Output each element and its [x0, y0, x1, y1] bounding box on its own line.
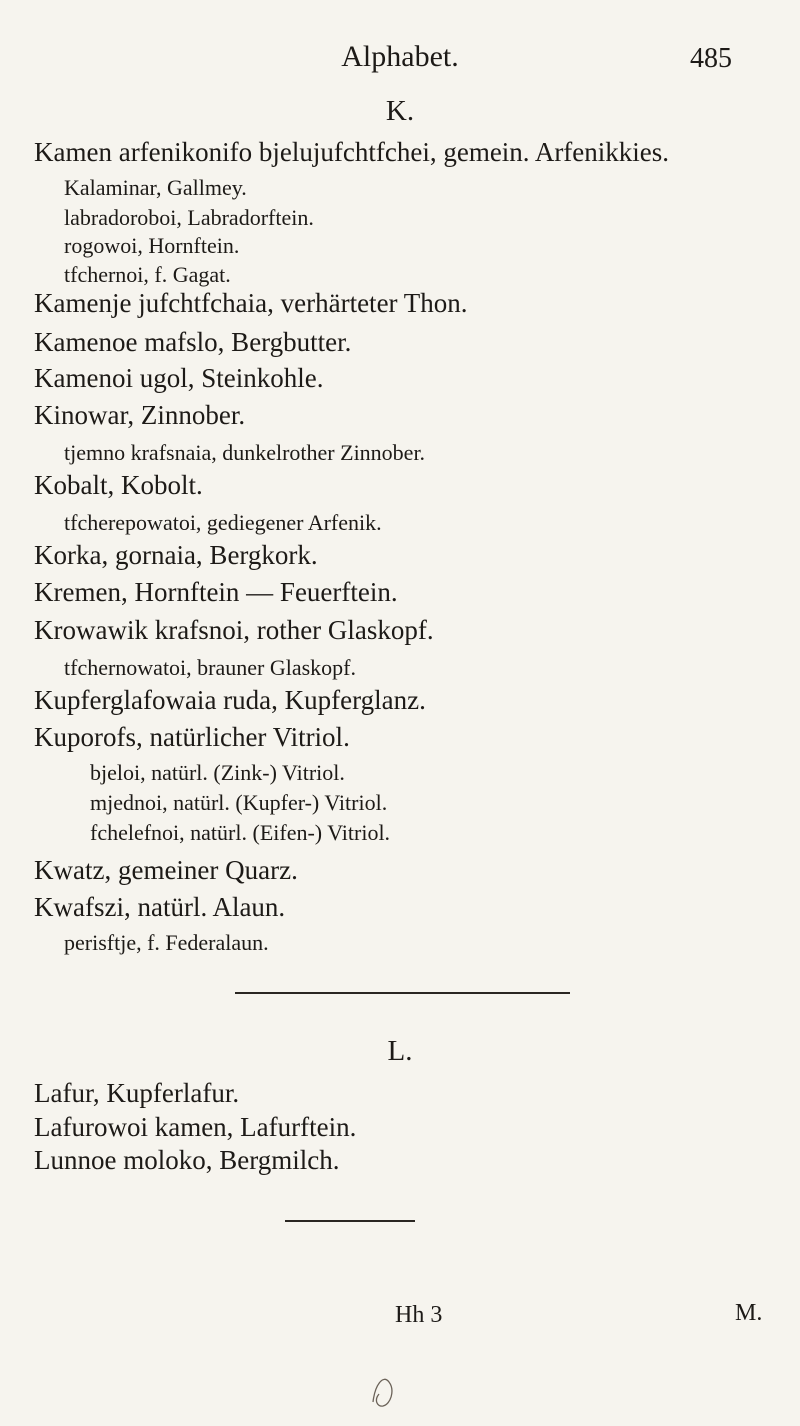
entry-kamenje: Kamenje jufchtfchaia, verhärteter Thon.	[34, 288, 468, 318]
entry-kupferglafowaia: Kupferglafowaia ruda, Kupferglanz.	[34, 685, 426, 715]
entry-fchelefnoi: fchelefnoi, natürl. (Eifen-) Vitriol.	[90, 820, 391, 845]
entry-tfchernowatoi: tfchernowatoi, brauner Glaskopf.	[64, 655, 357, 680]
entry-kremen: Kremen, Hornftein — Feuerftein.	[34, 577, 398, 607]
entry-kobalt: Kobalt, Kobolt.	[34, 470, 203, 500]
entry-lafurowoi: Lafurowoi kamen, Lafurftein.	[34, 1112, 357, 1142]
entry-labradoroboi: labradoroboi, Labradorftein.	[64, 205, 314, 230]
stamp-mark	[365, 1360, 405, 1410]
entry-rogowoi: rogowoi, Hornftein.	[64, 233, 240, 258]
entry-kamenoi-ugol: Kamenoi ugol, Steinkohle.	[34, 363, 324, 393]
entry-kinowar: Kinowar, Zinnober.	[34, 400, 246, 430]
entry-krowawik: Krowawik krafsnoi, rother Glaskopf.	[34, 615, 434, 645]
entry-tfcherepowatoi: tfcherepowatoi, gediegener Arfenik.	[64, 510, 382, 535]
entry-lafur: Lafur, Kupferlafur.	[34, 1078, 240, 1108]
entry-kalaminar: Kalaminar, Gallmey.	[64, 175, 247, 200]
entry-kamenoe: Kamenoe mafslo, Bergbutter.	[34, 327, 352, 357]
entry-kwafszi: Kwafszi, natürl. Alaun.	[34, 892, 286, 922]
entry-perisftje: perisftje, f. Federalaun.	[64, 930, 269, 955]
entry-mjednoi: mjednoi, natürl. (Kupfer-) Vitriol.	[90, 790, 388, 815]
entry-bjeloi: bjeloi, natürl. (Zink-) Vitriol.	[90, 760, 345, 785]
entry-kwatz: Kwatz, gemeiner Quarz.	[34, 855, 298, 885]
page-number: 485	[690, 43, 732, 74]
entry-kuporofs: Kuporofs, natürlicher Vitriol.	[34, 722, 350, 752]
end-divider	[285, 1220, 415, 1222]
section-heading-l: L.	[387, 1035, 413, 1067]
entry-tfchernoi: tfchernoi, f. Gagat.	[64, 262, 231, 287]
entry-lunnoe: Lunnoe moloko, Bergmilch.	[34, 1145, 340, 1175]
running-header: Alphabet.	[341, 40, 459, 73]
section-heading-k: K.	[385, 95, 415, 127]
section-divider	[235, 992, 570, 994]
entry-tjemno: tjemno krafsnaia, dunkelrother Zinnober.	[64, 440, 426, 465]
signature-mark: Hh 3	[395, 1302, 443, 1328]
entry-korka: Korka, gornaia, Bergkork.	[34, 540, 318, 570]
entry-kamen: Kamen arfenikonifo bjelujufchtfchei, gemein. Arfenikkies.	[34, 137, 670, 167]
catchword: M.	[735, 1300, 763, 1326]
